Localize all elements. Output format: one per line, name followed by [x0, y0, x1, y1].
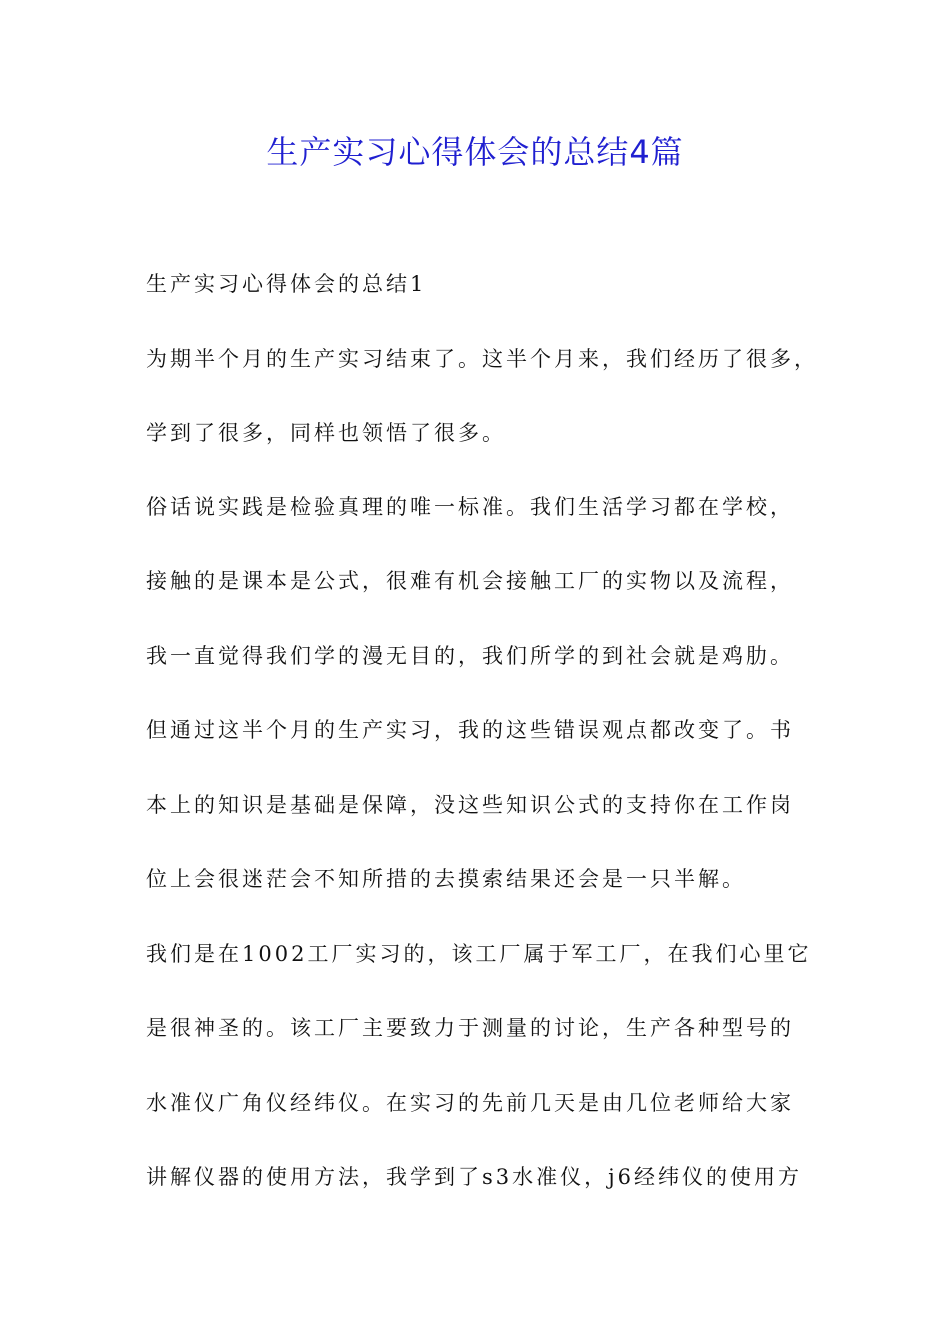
- text-line: 是很神圣的。该工厂主要致力于测量的讨论，生产各种型号的: [146, 1016, 794, 1040]
- text-line: 学到了很多，同样也领悟了很多。: [146, 421, 506, 445]
- text-line: 但通过这半个月的生产实习，我的这些错误观点都改变了。书: [146, 718, 794, 742]
- section-heading: 生产实习心得体会的总结1: [146, 272, 427, 296]
- text-line: 俗话说实践是检验真理的唯一标准。我们生活学习都在学校，: [146, 495, 794, 519]
- text-line: 我一直觉得我们学的漫无目的，我们所学的到社会就是鸡肋。: [146, 644, 794, 668]
- text-line: 本上的知识是基础是保障，没这些知识公式的支持你在工作岗: [146, 793, 794, 817]
- text-line: 我们是在1002工厂实习的，该工厂属于军工厂，在我们心里它: [146, 942, 812, 966]
- text-line: 为期半个月的生产实习结束了。这半个月来，我们经历了很多，: [146, 347, 818, 371]
- text-line: 位上会很迷茫会不知所措的去摸索结果还会是一只半解。: [146, 867, 746, 891]
- document-title: 生产实习心得体会的总结4篇: [266, 133, 684, 171]
- text-line: 水准仪广角仪经纬仪。在实习的先前几天是由几位老师给大家: [146, 1091, 794, 1115]
- text-line: 接触的是课本是公式，很难有机会接触工厂的实物以及流程，: [146, 569, 794, 593]
- text-line: 讲解仪器的使用方法，我学到了s3水准仪，j6经纬仪的使用方: [146, 1165, 803, 1189]
